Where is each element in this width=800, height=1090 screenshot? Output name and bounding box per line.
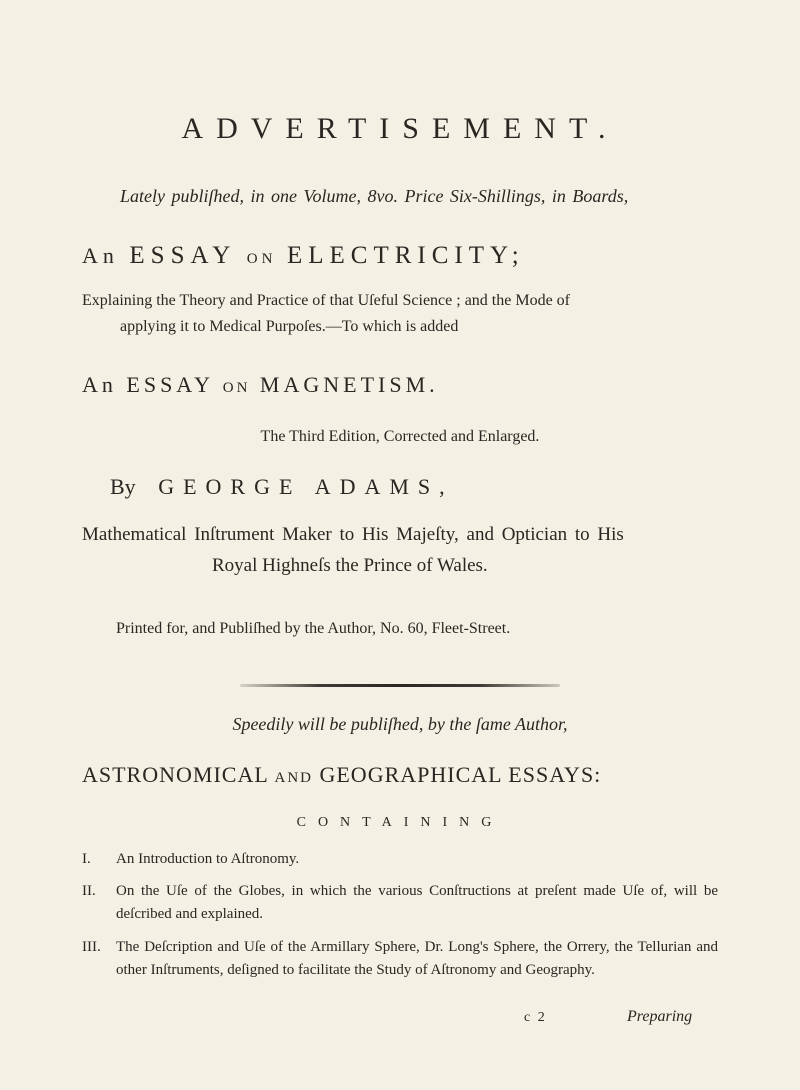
containing-heading: CONTAINING: [296, 815, 504, 830]
astro-and: AND: [274, 770, 313, 786]
signature-mark: c 2: [524, 1010, 547, 1025]
item-text: The Deſcription and Uſe of the Armillary Sphere, Dr. Long's Sphere, the Orrery, the Tellurian and other Inſtruments, deſigned to facilitate the Study of Aſtronomy and Geography.: [116, 939, 718, 978]
astro-second: GEOGRAPHICAL ESSAYS:: [319, 762, 602, 787]
essay1-an: An: [82, 243, 119, 268]
catchword: Preparing: [627, 1008, 693, 1025]
divider-rule: [240, 684, 560, 687]
item-number: III.: [82, 939, 101, 955]
essay2-subject: MAGNETISM.: [259, 372, 439, 397]
lately-published-line: Lately publiſhed, in one Volume, 8vo. Price Six-Shillings, in Boards,: [120, 186, 629, 206]
author-line: [110, 474, 454, 500]
item-number: II.: [82, 883, 96, 899]
explaining-line-2: applying it to Medical Purpoſes.—To which is added: [120, 318, 459, 335]
essay1-subject: ELECTRICITY;: [286, 242, 525, 269]
essay-electricity-heading: [82, 242, 525, 270]
list-item: [82, 848, 718, 871]
essay2-on: ON: [222, 380, 251, 396]
author-by: By: [110, 474, 136, 499]
essay2-essay: ESSAY: [126, 372, 214, 397]
explaining-line-1: Explaining the Theory and Practice of that Uſeful Science ; and the Mode of: [82, 292, 570, 309]
astro-first: ASTRONOMICAL: [82, 762, 268, 787]
essay2-an: An: [82, 372, 117, 397]
astronomical-heading: [82, 762, 601, 788]
item-number: I.: [82, 851, 91, 867]
speedily-line: Speedily will be publiſhed, by the ſame Author,: [232, 714, 568, 734]
list-item: [82, 936, 718, 982]
list-item: [82, 880, 718, 926]
edition-line: The Third Edition, Corrected and Enlarged.: [260, 428, 540, 445]
item-text: On the Uſe of the Globes, in which the various Conſtructions at preſent made Uſe of, will be deſcribed and explained.: [116, 883, 718, 922]
advertisement-title: ADVERTISEMENT.: [181, 112, 619, 145]
essay1-on: ON: [246, 251, 277, 267]
essay-magnetism-heading: [82, 372, 439, 398]
maker-line-2: Royal Highneſs the Prince of Wales.: [212, 555, 488, 576]
printed-line: Printed for, and Publiſhed by the Author, No. 60, Fleet-Street.: [116, 620, 511, 637]
maker-line-1: Mathematical Inſtrument Maker to His Majeſty, and Optician to His: [82, 524, 624, 545]
author-name: GEORGE ADAMS,: [158, 474, 454, 499]
item-text: An Introduction to Aſtronomy.: [116, 851, 300, 867]
essay1-essay: ESSAY: [129, 242, 237, 269]
